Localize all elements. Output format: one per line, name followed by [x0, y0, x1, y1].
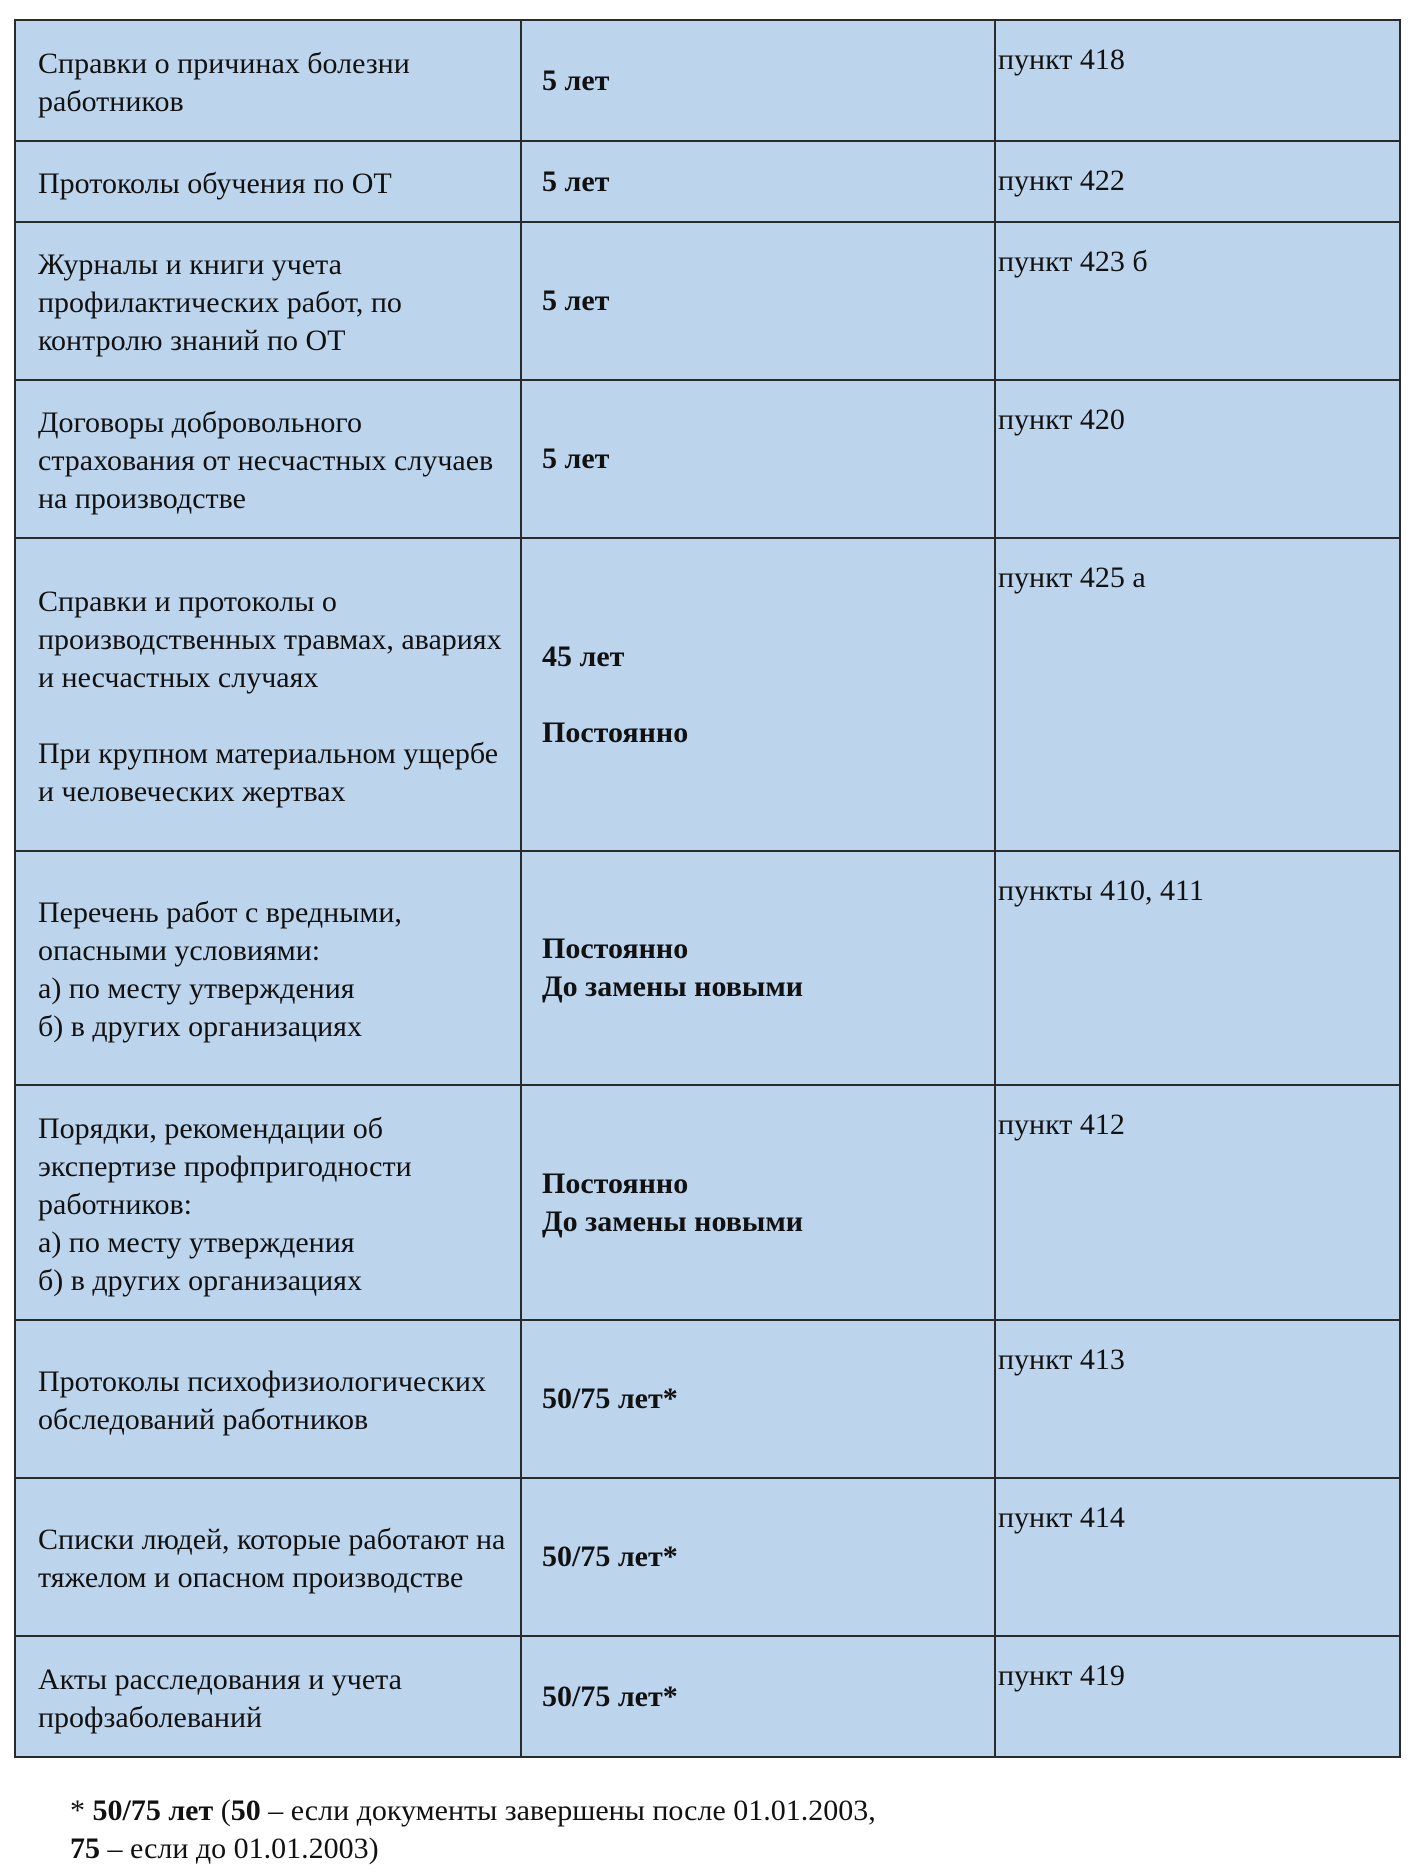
table-row [15, 222, 1400, 380]
document-cell-text: Протоколы обучения по ОТ [38, 166, 392, 200]
document-cell-text: Договоры добровольного страхования от несчастных случаев на производстве [38, 406, 494, 515]
document-cell [15, 222, 521, 380]
retention-table [14, 19, 1401, 1758]
reference-cell: пункт 425 а [995, 538, 1400, 851]
retention-term-cell-text: 5 лет [542, 442, 610, 475]
table-row [15, 1085, 1400, 1320]
footnote-text: ( [213, 1794, 231, 1827]
document-cell-text: б) в других организациях [38, 1263, 362, 1297]
document-cell-text: Списки людей, которые работают на тяжелом и опасном производстве [38, 1523, 506, 1594]
retention-term-cell-text: 5 лет [542, 164, 610, 198]
table-row [15, 20, 1400, 141]
document-cell [15, 20, 521, 141]
retention-term-cell-text: 5 лет [542, 284, 610, 317]
retention-term-cell-text: Постоянно [542, 1166, 689, 1200]
retention-term-cell-text: 50/75 лет* [542, 1382, 678, 1415]
reference-cell: пункт 418 [995, 20, 1400, 141]
reference-cell: пункты 410, 411 [995, 851, 1400, 1085]
table-row [15, 851, 1400, 1085]
document-cell-text: При крупном материальном ущербе и человеческих жертвах [38, 736, 499, 808]
document-cell-text: б) в других организациях [38, 1010, 362, 1043]
retention-term-cell-text: До замены новыми [542, 970, 804, 1003]
table-row [15, 1636, 1400, 1757]
document-cell [15, 1320, 521, 1478]
table-row [15, 141, 1400, 222]
retention-term-cell [521, 141, 995, 222]
retention-term-cell [521, 1478, 995, 1636]
retention-term-cell [521, 1085, 995, 1320]
document-cell-text: Справки и протоколы о производственных травмах, авариях и несчастных случаях [38, 584, 502, 694]
document-cell-text: Перечень работ с вредными, опасными условиями: [38, 896, 402, 967]
retention-term-cell-text: 5 лет [542, 63, 610, 97]
document-cell-text: Протоколы психофизиологических обследований работников [38, 1365, 486, 1436]
footnote-75: 75 [70, 1832, 100, 1865]
document-cell-text: а) по месту утверждения [38, 972, 355, 1005]
footnote-term: 50/75 лет [92, 1794, 214, 1827]
reference-cell: пункт 412 [995, 1085, 1400, 1320]
document-cell-text: а) по месту утверждения [38, 1225, 355, 1259]
table-row [15, 1320, 1400, 1478]
document-cell [15, 1085, 521, 1320]
table-row [15, 1478, 1400, 1636]
footnote-text: – если до 01.01.2003) [100, 1832, 379, 1865]
footnote [70, 1792, 876, 1868]
document-cell [15, 380, 521, 538]
reference-cell: пункт 413 [995, 1320, 1400, 1478]
document-cell-text: Справки о причинах болезни работников [38, 46, 410, 118]
document-cell-text: Журналы и книги учета профилактических работ, по контролю знаний по ОТ [38, 248, 402, 357]
table-row [15, 380, 1400, 538]
footnote-star: * [70, 1794, 93, 1827]
reference-cell: пункт 423 б [995, 222, 1400, 380]
reference-cell: пункт 419 [995, 1636, 1400, 1757]
retention-term-cell-text: Постоянно [542, 932, 689, 965]
document-cell [15, 141, 521, 222]
retention-term-cell [521, 380, 995, 538]
retention-term-cell-text: 50/75 лет* [542, 1679, 678, 1713]
retention-term-cell-text: Постоянно [542, 715, 689, 749]
table-row [15, 538, 1400, 851]
document-cell [15, 1636, 521, 1757]
reference-cell: пункт 414 [995, 1478, 1400, 1636]
retention-term-cell-text: До замены новыми [542, 1204, 804, 1238]
retention-term-cell [521, 222, 995, 380]
document-cell [15, 538, 521, 851]
retention-term-cell-text: 50/75 лет* [542, 1540, 678, 1573]
document-cell [15, 851, 521, 1085]
document-cell [15, 1478, 521, 1636]
footnote-text: – если документы завершены после 01.01.2003, [260, 1794, 876, 1827]
retention-term-cell [521, 1320, 995, 1478]
retention-term-cell [521, 1636, 995, 1757]
footnote-50: 50 [230, 1794, 261, 1827]
document-cell-text: Акты расследования и учета профзаболеваний [38, 1662, 402, 1734]
reference-cell: пункт 422 [995, 141, 1400, 222]
document-cell-text: Порядки, рекомендации об экспертизе профпригодности работников: [38, 1111, 412, 1221]
reference-cell: пункт 420 [995, 380, 1400, 538]
retention-term-cell [521, 538, 995, 851]
retention-term-cell-text: 45 лет [542, 639, 625, 673]
retention-term-cell [521, 20, 995, 141]
retention-term-cell [521, 851, 995, 1085]
